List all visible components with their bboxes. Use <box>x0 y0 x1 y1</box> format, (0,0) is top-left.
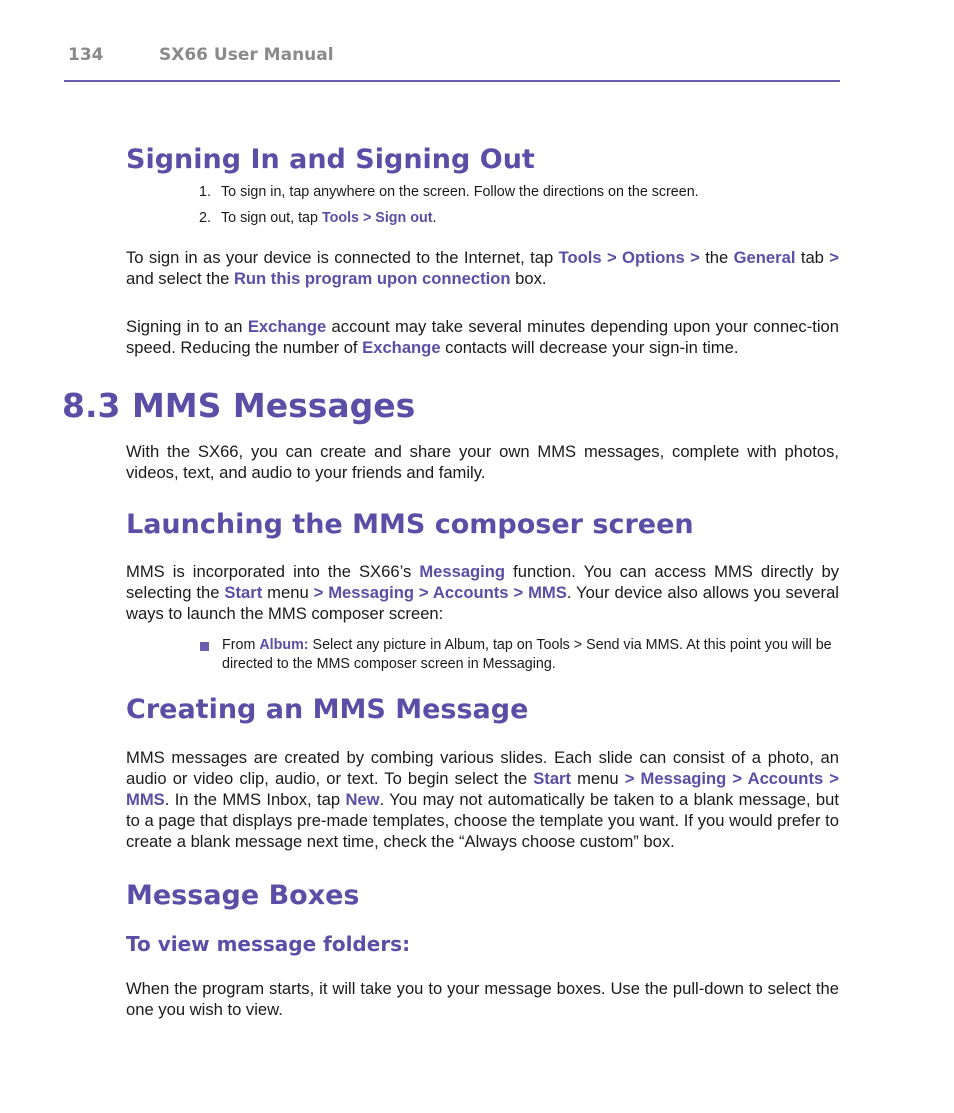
page-number: 134 <box>68 45 104 65</box>
paragraph-creating: MMS messages are created by combing various slides. Each slide can consist of a photo, an audio or video clip, audio, or text. To begin select the Start menu > Messaging > Accounts > MMS. In the MMS Inbox, tap New. You may not automatically be taken to a blank message, but to a page that displays pre-made templates, choose the template you want. If you would prefer to create a blank message next time, check the “Always choose custom” box. <box>126 748 839 851</box>
list-text: To sign out, tap <box>221 210 322 226</box>
page-header <box>64 44 840 82</box>
option-name: Run this program upon connection <box>233 269 511 288</box>
heading-signing: Signing In and Signing Out <box>126 144 535 175</box>
list-number: 2. <box>199 210 211 226</box>
section-heading-mms: 8.3 MMS Messages <box>62 386 416 425</box>
list-number: 1. <box>199 184 211 200</box>
paragraph-mms-intro: With the SX66, you can create and share your own MMS messages, complete with photos, videos, text, and audio to your friends and family. <box>126 442 839 482</box>
paragraph-launching: MMS is incorporated into the SX66’s Messaging function. You can access MMS directly by selecting the Start menu > Messaging > Accounts > MMS. Your device also allows you several ways to launch the MMS composer screen: <box>126 562 840 623</box>
manual-title: SX66 User Manual <box>159 45 334 65</box>
paragraph-exchange: Signing in to an Exchange account may take several minutes depending upon your connec-tion speed. Reducing the number of Exchange contacts will decrease your sign-in time. <box>126 317 839 357</box>
heading-creating: Creating an MMS Message <box>126 694 529 725</box>
list-item-sign-out <box>199 209 839 228</box>
menu-path: > Messaging > Accounts > MMS <box>313 583 567 602</box>
paragraph-message-boxes: When the program starts, it will take you to your message boxes. Use the pull-down to select the one you wish to view. <box>126 979 839 1019</box>
paragraph-sign-in-auto: To sign in as your device is connected to the Internet, tap Tools > Options > the General tab > and select the Run this program upon connection box. <box>126 248 839 288</box>
menu-path: > Messaging > Accounts > MMS <box>126 769 839 809</box>
list-text: To sign in, tap anywhere on the screen. Follow the directions on the screen. <box>221 184 699 200</box>
subheading-view-folders: To view message folders: <box>126 932 411 956</box>
list-item-sign-in <box>199 183 839 202</box>
menu-path: Tools > Options > <box>558 248 700 267</box>
bullet-square-icon <box>200 642 209 651</box>
tab-name: General <box>733 248 796 267</box>
menu-path: Tools > Sign out <box>321 210 433 226</box>
heading-launching: Launching the MMS composer screen <box>126 509 694 540</box>
bullet-item-album: From Album: Select any picture in Album, tap on Tools > Send via MMS. At this point you will be directed to the MMS composer screen in Messaging. <box>222 637 832 672</box>
list-text: . <box>432 210 437 226</box>
heading-message-boxes: Message Boxes <box>126 880 360 911</box>
